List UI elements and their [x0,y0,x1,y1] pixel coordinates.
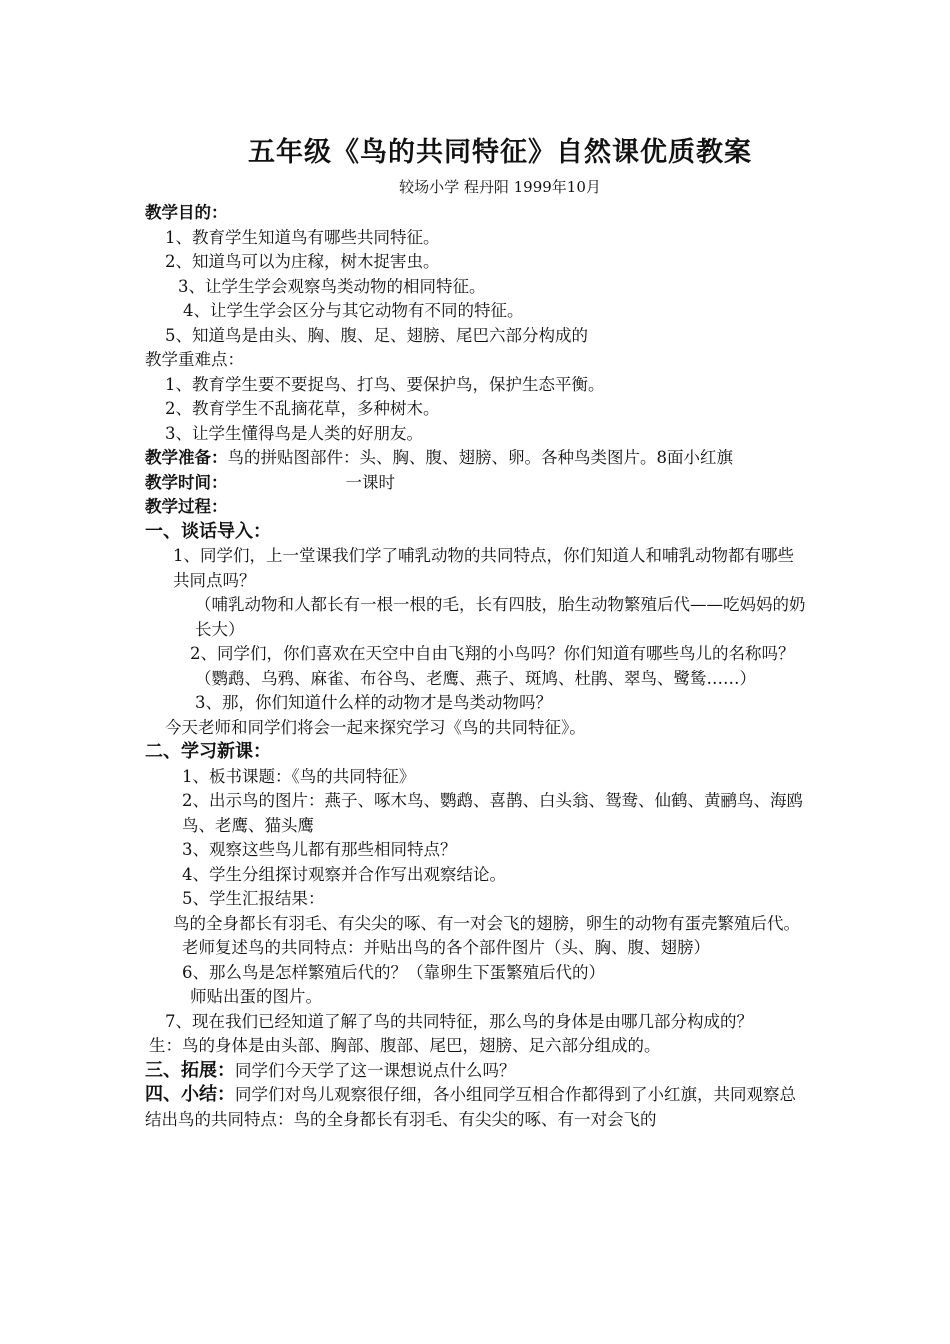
paragraph: 3、观察这些鸟儿都有那些相同特点？ [182,840,457,859]
paragraph: 师贴出蛋的图片。 [190,987,322,1006]
preparation-text: 鸟的拼贴图部件：头、胸、腹、翅膀、卵。各种鸟类图片。8面小红旗 [227,448,733,467]
document-title: 五年级《鸟的共同特征》自然课优质教案 [248,137,752,168]
section-heading-new-lesson: 二、学习新课： [145,741,271,762]
section-extension [145,1059,810,1084]
extension-text: 同学们今天学了这一课想说点什么吗？ [235,1060,516,1080]
section-heading-extension: 三、拓展： [145,1059,235,1081]
preparation-label: 教学准备： [145,448,228,467]
paragraph: 2、出示鸟的图片：燕子、啄木鸟、鹦鹉、喜鹊、白头翁、鸳鸯、仙鹤、黄鹂鸟、海鸥鸟、老鹰、猫头鹰 [182,791,803,835]
paragraph: 4、学生分组探讨观察并合作写出观察结论。 [182,864,506,884]
paragraph: （哺乳动物和人都长有一根一根的毛，长有四肢，胎生动物繁殖后代——吃妈妈的奶长大） [195,595,806,639]
preparation-line [145,446,810,471]
author-byline: 较场小学 程丹阳 1999年10月 [399,178,601,196]
paragraph: 7、现在我们已经知道了解了鸟的共同特征，那么鸟的身体是由哪几部分构成的？ [165,1011,753,1031]
section-summary [145,1083,810,1132]
paragraph: 鸟的全身都长有羽毛、有尖尖的啄、有一对会飞的翅膀，卵生的动物有蛋壳繁殖后代。 [173,913,800,933]
paragraph: （鹦鹉、乌鸦、麻雀、布谷鸟、老鹰、燕子、斑鸠、杜鹃、翠鸟、鹭鸶……） [195,668,756,688]
duration-line [145,471,810,496]
duration-label: 教学时间： [145,472,228,492]
objective-item: 1、教育学生知道鸟有哪些共同特征。 [165,227,440,247]
paragraph: 2、同学们，你们喜欢在天空中自由飞翔的小鸟吗？你们知道有哪些鸟儿的名称吗？ [190,644,795,663]
objective-item: 3、让学生学会观察鸟类动物的相同特征。 [178,276,486,296]
paragraph: 生：鸟的身体是由头部、胸部、腹部、尾巴，翅膀、足六部分组成的。 [149,1036,661,1055]
paragraph: 今天老师和同学们将会一起来探究学习《鸟的共同特征》。 [165,717,586,737]
paragraph: 老师复述鸟的共同特点：并贴出鸟的各个部件图片（头、胸、腹、翅膀） [182,938,710,957]
process-heading: 教学过程： [145,497,228,516]
key-point-item: 1、教育学生要不要捉鸟、打鸟、要保护鸟，保护生态平衡。 [165,374,605,394]
objective-item: 2、知道鸟可以为庄稼，树木捉害虫。 [165,252,440,271]
objective-item: 4、让学生学会区分与其它动物有不同的特征。 [183,301,524,320]
paragraph: 5、学生汇报结果： [182,889,325,908]
paragraph: 3、那，你们知道什么样的动物才是鸟类动物吗？ [195,693,552,712]
section-heading-summary: 四、小结： [145,1084,235,1105]
paragraph: 1、同学们，上一堂课我们学了哺乳动物的共同特点，你们知道人和哺乳动物都有哪些共同点吗？ [173,546,794,590]
paragraph: 6、那么鸟是怎样繁殖后代的？（靠卵生下蛋繁殖后代的） [182,962,605,982]
paragraph: 1、板书课题：《鸟的共同特征》 [182,766,416,786]
key-points-heading: 教学重难点： [145,350,244,369]
duration-text: 一课时 [345,472,395,492]
document-body [145,201,810,1132]
objectives-heading: 教学目的： [145,203,228,222]
objective-item: 5、知道鸟是由头、胸、腹、足、翅膀、尾巴六部分构成的 [165,325,588,345]
key-point-item: 2、教育学生不乱摘花草，多种树木。 [165,399,440,418]
section-heading-intro: 一、谈话导入： [145,520,271,542]
summary-text: 同学们对鸟儿观察很仔细，各小组同学互相合作都得到了小红旗，共同观察总结出鸟的共同特点：鸟的全身都长有羽毛、有尖尖的啄、有一对会飞的 [145,1085,796,1129]
key-point-item: 3、让学生懂得鸟是人类的好朋友。 [165,423,423,443]
